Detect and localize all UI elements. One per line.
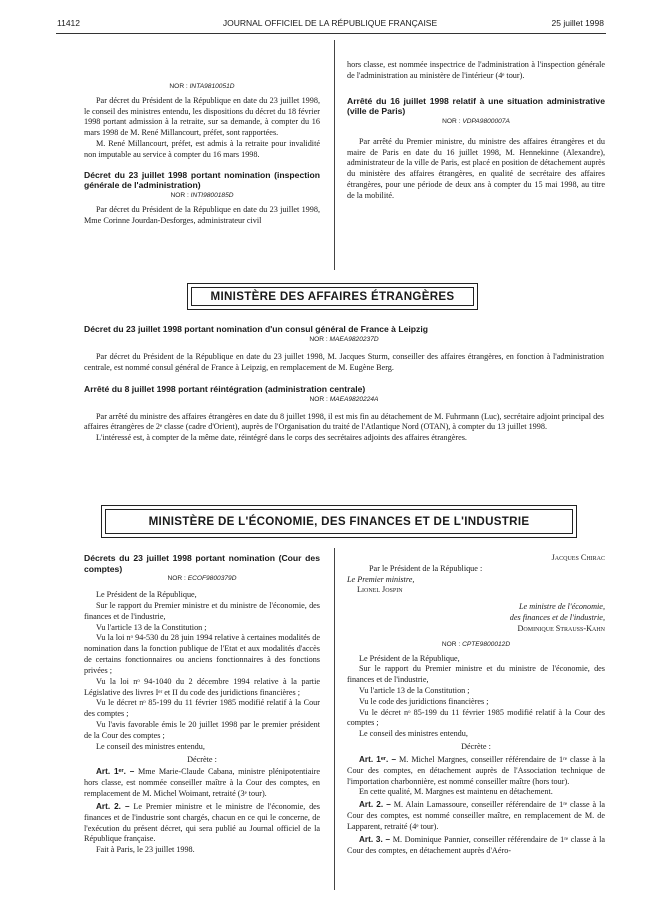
article (84, 767, 320, 799)
paragraph: Vu l'avis favorable émis le 20 juillet 1998 par le premier président de la Cour des comptes ; (84, 720, 320, 740)
paragraph: Vu l'article 13 de la Constitution ; (359, 685, 470, 695)
paragraph: Par décret du Président de la République en date du 23 juillet 1998, le conseil des ministres entendu, les dispositions du décret du 18 février 1998 portant admission à la retraite, sur sa demande, à compter du 16 mars 1998 de M. René Millancourt, préfet, sont rapportées. (84, 95, 320, 138)
paragraph: hors classe, est nommée inspectrice de l'administration à l'inspection générale de l'administration au ministère de l'intérieur (4ᵉ tour). (347, 60, 605, 80)
minister-title: des finances et de l'industrie, (509, 613, 605, 623)
nor-value: INTI9800185D (190, 192, 234, 200)
nor-value: VDPA9800007A (462, 118, 510, 126)
article-text: Le Premier ministre et le ministre de l'économie, des finances et de l'industrie sont chargés, chacun en ce qui le concerne, de l'exécution du présent décret, qui sera publié au Journal officiel de la République française. (84, 801, 320, 844)
signer-name: Jacques Chirac (551, 553, 605, 562)
article-text: M. Michel Margnes, conseiller référendaire de 1ʳᵉ classe à la Cour des comptes, en détachement auprès de l'Association technique de l'importation charbonnière, est nommé conseiller maître (hors tour). (347, 754, 605, 786)
article (347, 800, 605, 832)
article-label: Art. 3. – (359, 834, 391, 844)
column-separator (334, 40, 335, 270)
article (347, 835, 605, 857)
arrete-title: Arrêté du 16 juillet 1998 relatif à une situation administrative (ville de Paris) (347, 95, 605, 117)
paragraph: Vu l'article 13 de la Constitution ; (96, 622, 207, 632)
decrete-label: Décrète : (461, 742, 491, 752)
journal-title: JOURNAL OFFICIEL DE LA RÉPUBLIQUE FRANÇAISE (222, 18, 438, 28)
paragraph: Le conseil des ministres entendu, (96, 741, 205, 751)
paragraph: Vu le décret nᵒ 85-199 du 11 février 1985 modifié relatif à la Cour des comptes ; (347, 707, 605, 728)
ministry-banner-inner (191, 287, 474, 306)
top-right-column (347, 60, 605, 202)
minister-name: Dominique Strauss-Kahn (517, 623, 605, 633)
nor-value: INTA9810051D (189, 83, 235, 90)
ministry1-content (84, 324, 604, 444)
paragraph: En cette qualité, M. Margnes est maintenu en détachement. (359, 787, 553, 797)
paragraph: Vu le code des juridictions financières ; (359, 696, 489, 706)
paragraph: Vu le décret nᵒ 85-199 du 11 février 1985 modifié relatif à la Cour des comptes ; (84, 698, 320, 719)
nor-line (84, 336, 604, 345)
decrete-label: Décrète : (187, 754, 217, 764)
header-rule (56, 33, 606, 34)
paragraph: Par décret du Président de la République en date du 23 juillet 1998, Mme Corinne Jourdan-Desforges, administrateur civil (84, 204, 320, 225)
article-label: Art. 1ᵉʳ. – (96, 767, 135, 777)
nor-label: NOR : (167, 575, 186, 583)
by-president: Par le Président de la République : (369, 563, 483, 573)
paragraph: Le Président de la République, (359, 653, 460, 663)
decree-title: Décrets du 23 juillet 1998 portant nomination (Cour des comptes) (84, 553, 320, 574)
nor-label: NOR : (309, 395, 328, 403)
bottom-right-column (347, 553, 605, 856)
ministry-banner-inner (105, 509, 573, 534)
paragraph: Sur le rapport du Premier ministre et du ministre de l'économie, des finances et de l'industrie, (347, 664, 605, 685)
nor-line (84, 83, 320, 92)
article (347, 755, 605, 787)
nor-label: NOR : (170, 192, 189, 200)
article-label: Art. 2. – (359, 800, 391, 810)
nor-label: NOR : (441, 640, 461, 648)
ministry-banner (101, 505, 577, 538)
nor-value: MAEA9820224A (329, 395, 379, 403)
nor-value: CPTE9800012D (462, 640, 511, 648)
paragraph: Vu la loi nᵒ 94-1040 du 2 décembre 1994 relative à la partie Législative des livres Iᵉʳ et II du code des juridictions financières ; (84, 676, 320, 697)
article-text: M. Alain Lamassoure, conseiller référendaire de 1ʳᵉ classe à la Cour des comptes, est nommé conseiller maître, en remplacement de M. de Lapparent, retraité (4ᵉ tour). (347, 800, 605, 831)
paragraph: Par décret du Président de la République en date du 23 juillet 1998, M. Jacques Sturm, conseiller des affaires étrangères, en fonction à l'administration centrale, est nommé consul général de France à Leipzig, en remplacement de M. Eugène Berg. (84, 352, 604, 373)
paragraph: Par arrêté du ministre des affaires étrangères en date du 8 juillet 1998, il est mis fin au détachement de M. Fuhrmann (Luc), secrétaire adjoint principal des affaires étrangères de 2ᵉ classe (cadre d'Orient), auprès de l'Organisation du traité de l'Atlantique Nord (OTAN), à compter du 13 juillet 1998. (84, 411, 604, 432)
article-text: Mme Marie-Claude Cabana, ministre plénipotentiaire hors classe, est nommée conseiller maître à la Cour des comptes, en remplacement de M. Michel Woimant, retraité (3ᵉ tour). (84, 767, 320, 799)
article-label: Art. 1ᵉʳ. – (359, 754, 397, 764)
paragraph: M. René Millancourt, préfet, est admis à la retraite pour invalidité non imputable au service à compter du 16 mars 1998. (84, 139, 320, 159)
paragraph: Le conseil des ministres entendu, (359, 729, 468, 739)
nor-value: MAEA9820237D (329, 335, 379, 343)
nor-label: NOR : (442, 118, 461, 126)
bottom-left-column (84, 553, 320, 856)
decree-title: Décret du 23 juillet 1998 portant nomination (inspection générale de l'administration) (84, 169, 320, 191)
decree-title: Décret du 23 juillet 1998 portant nomination d'un consul général de France à Leipzig (84, 324, 428, 334)
top-left-column (84, 82, 320, 227)
nor-line (347, 118, 605, 127)
arrete-title: Arrêté du 8 juillet 1998 portant réintégration (administration centrale) (84, 384, 366, 395)
issue-date: 25 juillet 1998 (551, 18, 604, 28)
ministry-title: MINISTÈRE DE L'ÉCONOMIE, DES FINANCES ET DE L'INDUSTRIE (148, 514, 530, 528)
page-number: 11412 (57, 18, 81, 28)
minister-title: Le ministre de l'économie, (518, 602, 605, 612)
paragraph: Fait à Paris, le 23 juillet 1998. (96, 845, 195, 855)
article-label: Art. 2. – (96, 801, 130, 811)
paragraph: L'intéressé est, à compter de la même date, réintégré dans le corps des secrétaires adjoints des affaires étrangères. (96, 433, 467, 443)
paragraph: Le Président de la République, (96, 590, 197, 600)
nor-line (84, 575, 320, 584)
paragraph: Sur le rapport du Premier ministre et du ministre de l'économie, des finances et de l'industrie, (84, 601, 320, 621)
column-separator (334, 548, 335, 890)
nor-line (84, 396, 604, 405)
nor-label: NOR : (309, 335, 328, 343)
pm-title: Le Premier ministre, (347, 574, 415, 584)
nor-value: ECOF9800379D (187, 575, 237, 583)
nor-label: NOR : (169, 83, 188, 90)
article-text: M. Dominique Pannier, conseiller référendaire de 1ʳᵉ classe à la Cour des comptes, en détachement auprès d'Aéro- (347, 834, 605, 855)
ministry-banner (187, 283, 478, 310)
ministry-title: MINISTÈRE DES AFFAIRES ÉTRANGÈRES (210, 289, 455, 303)
paragraph: Par arrêté du Premier ministre, du ministre des affaires étrangères et du maire de Paris en date du 16 juillet 1998, M. Hennekinne (Alexandre), administrateur de la ville de Paris, est placé en position de détachement auprès du ministère des affaires étrangères, en qualité de secrétaire des affaires étrangères, pour une période de deux ans à compter du 15 mai 1998, au titre de la mobilité. (347, 136, 605, 200)
nor-line (84, 192, 320, 201)
nor-line (347, 641, 605, 650)
paragraph: Vu la loi nᵒ 94-530 du 28 juin 1994 relative à certaines modalités de nomination dans la fonction publique de l'Etat et aux modalités d'accès de certains fonctionnaires ou anciens fonctionnaires à des fonctions privées ; (84, 633, 320, 675)
pm-name: Lionel Jospin (357, 585, 403, 595)
article (84, 802, 320, 845)
